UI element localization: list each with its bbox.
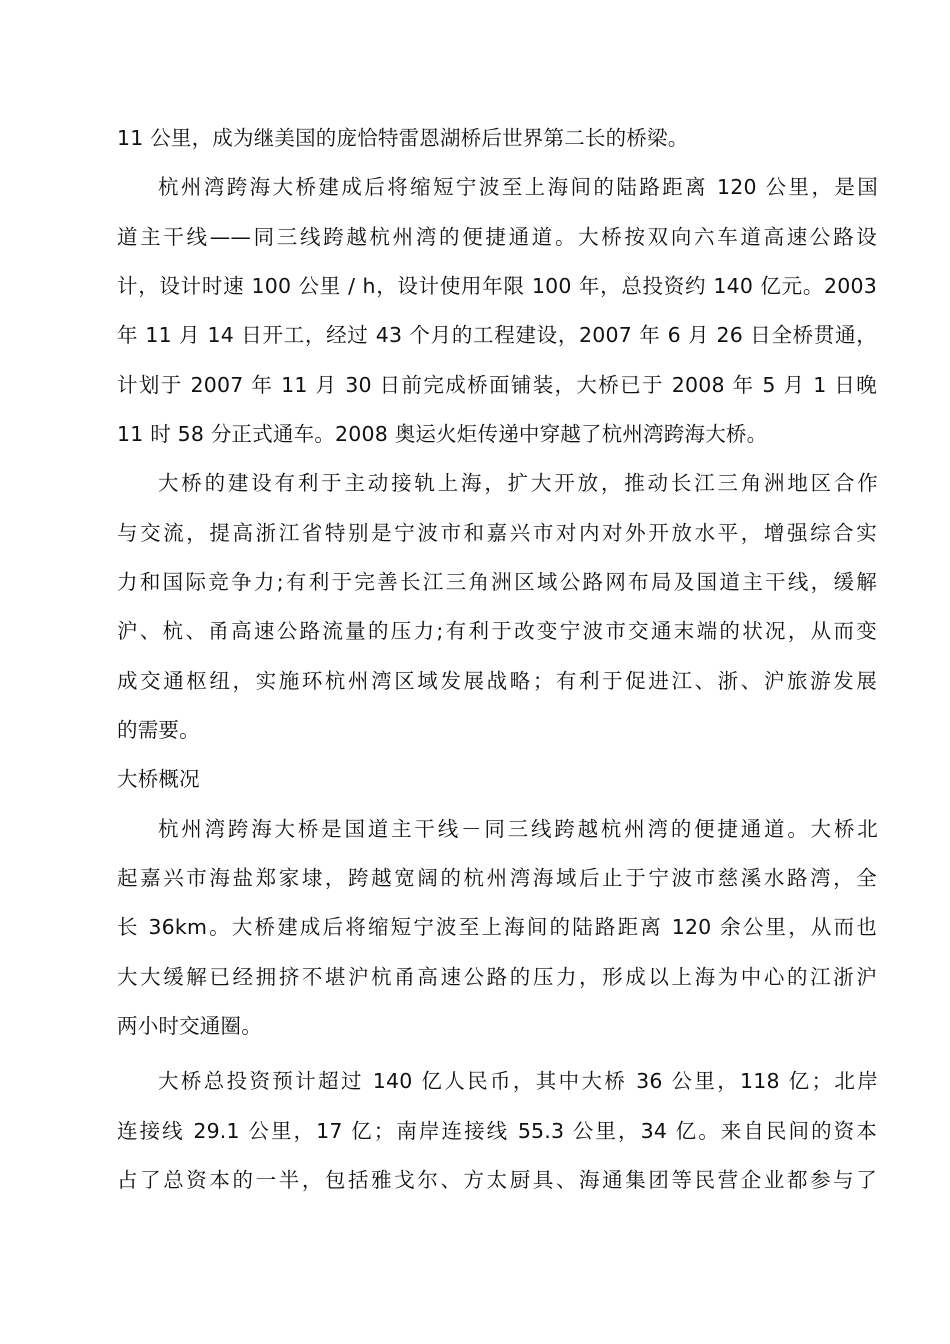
paragraph-line: 大大缓解已经拥挤不堪沪杭甬高速公路的压力，形成以上海为中心的江浙沪 [117,965,877,989]
paragraph-line: 道主干线——同三线跨越杭州湾的便捷通道。大桥按双向六车道高速公路设 [117,225,877,249]
paragraph-line: 成交通枢纽，实施环杭州湾区域发展战略；有利于促进江、浙、沪旅游发展 [117,669,877,693]
paragraph-line: 起嘉兴市海盐郑家埭，跨越宽阔的杭州湾海域后止于宁波市慈溪水路湾，全 [117,866,877,890]
paragraph-line: 长 36km。大桥建成后将缩短宁波至上海间的陆路距离 120 余公里，从而也 [117,915,877,939]
paragraph-line: 杭州湾跨海大桥是国道主干线－同三线跨越杭州湾的便捷通道。大桥北 [158,817,878,841]
paragraph-line: 杭州湾跨海大桥建成后将缩短宁波至上海间的陆路距离 120 公里，是国 [158,175,878,199]
paragraph-line: 两小时交通圈。 [117,1014,262,1038]
paragraph-line: 计划于 2007 年 11 月 30 日前完成桥面铺装，大桥已于 2008 年 5 月 1 日晚 [117,373,877,397]
paragraph-line: 与交流，提高浙江省特别是宁波市和嘉兴市对内对外开放水平，增强综合实 [117,521,877,545]
paragraph-line: 沪、杭、甬高速公路流量的压力;有利于改变宁波市交通末端的状况，从而变 [117,619,877,643]
paragraph-line: 的需要。 [117,718,200,742]
section-heading: 大桥概况 [117,767,200,791]
paragraph-line: 连接线 29.1 公里，17 亿；南岸连接线 55.3 公里，34 亿。来自民间的资本 [117,1119,877,1143]
paragraph-line: 年 11 月 14 日开工，经过 43 个月的工程建设，2007 年 6 月 26 日全桥贯通， [117,323,877,347]
paragraph-line: 力和国际竞争力;有利于完善长江三角洲区域公路网布局及国道主干线，缓解 [117,570,877,594]
paragraph-line: 计，设计时速 100 公里 / h，设计使用年限 100 年，总投资约 140 亿元。2003 [117,274,877,298]
paragraph-line: 占了总资本的一半，包括雅戈尔、方太厨具、海通集团等民营企业都参与了 [117,1168,877,1192]
paragraph-line: 11 公里，成为继美国的庞恰特雷恩湖桥后世界第二长的桥梁。 [117,126,689,150]
paragraph-line: 大桥总投资预计超过 140 亿人民币，其中大桥 36 公里，118 亿；北岸 [158,1069,878,1093]
paragraph-line: 大桥的建设有利于主动接轨上海，扩大开放，推动长江三角洲地区合作 [158,471,878,495]
paragraph-line: 11 时 58 分正式通车。2008 奥运火炬传递中穿越了杭州湾跨海大桥。 [117,422,768,446]
